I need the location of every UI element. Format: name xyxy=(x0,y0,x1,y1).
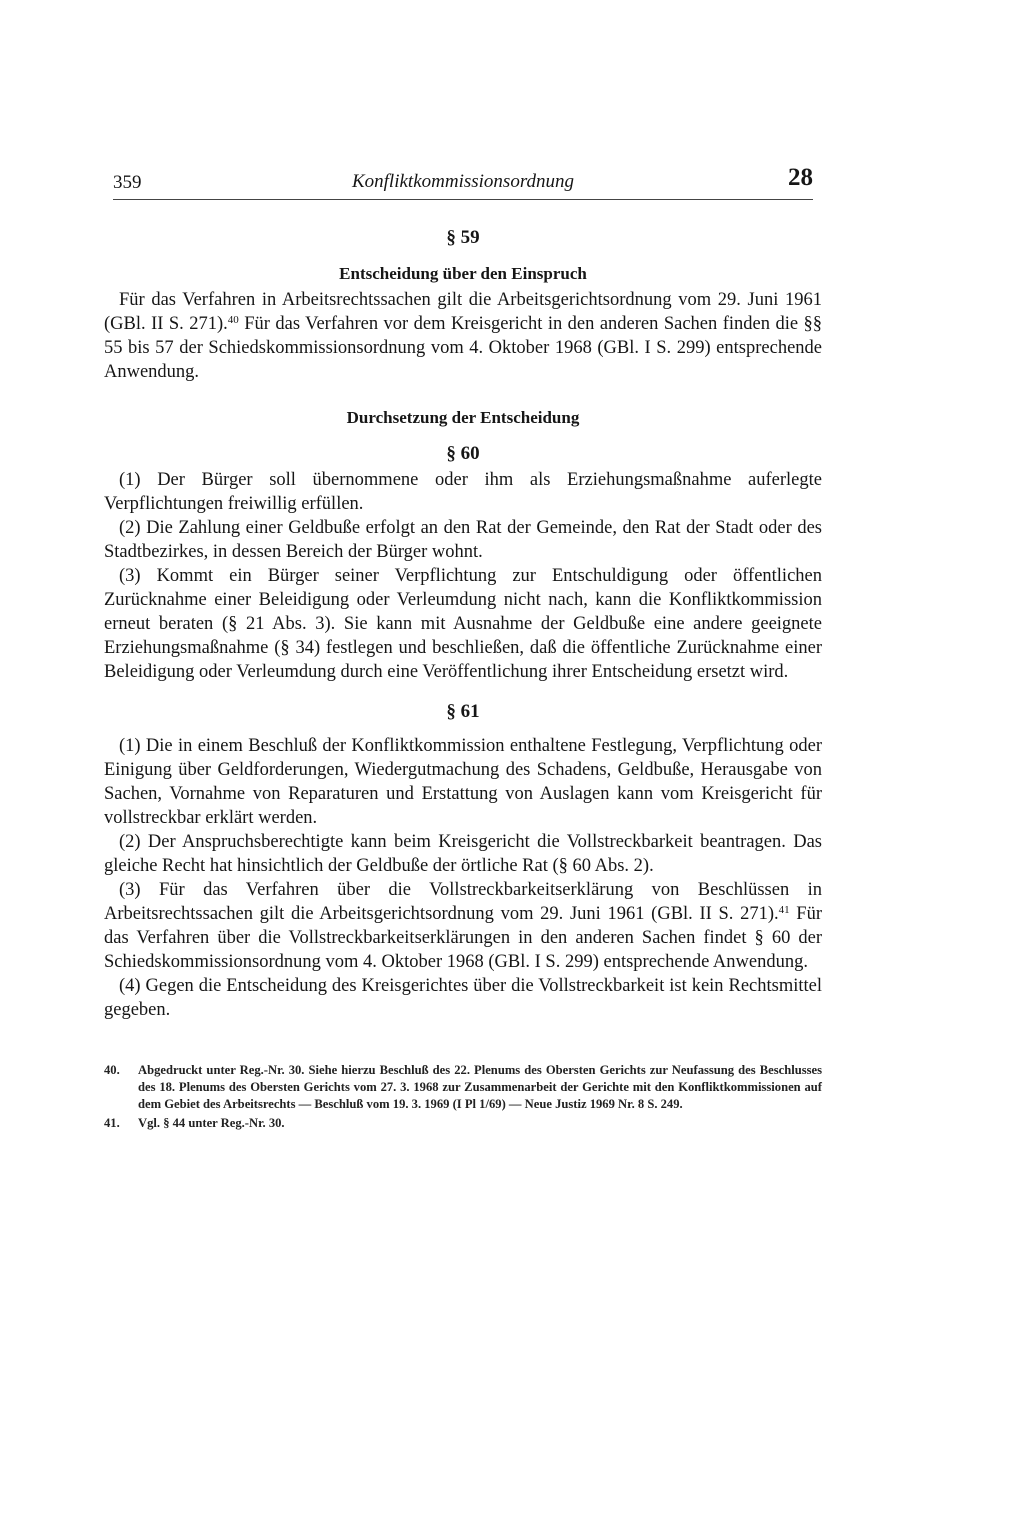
footnote-40 xyxy=(104,1062,822,1113)
page-number: 359 xyxy=(113,172,142,193)
section-61-paragraph-1: (1) Die in einem Beschluß der Konfliktkommission enthaltene Festlegung, Verpflichtung oder Einigung über Geldforderungen, Wiedergutmachung des Schadens, Geldbuße, Herausgabe von Sachen, Vornahme von Reparaturen und Erstattung von Auslagen kann vom Kreisgericht für vollstreckbar erklärt werden. xyxy=(104,736,822,828)
section-59-number: § 59 xyxy=(446,227,480,248)
footnote-number: 41. xyxy=(104,1116,120,1130)
main-content xyxy=(104,224,822,1022)
section-59-paragraph xyxy=(104,288,822,384)
section-61-paragraph-4: (4) Gegen die Entscheidung des Kreisgerichtes über die Vollstreckbarkeit ist kein Rechtsmittel gegeben. xyxy=(104,976,822,1020)
running-head xyxy=(113,166,813,198)
section-61-number: § 61 xyxy=(446,701,480,722)
section-60-paragraph-3: (3) Kommt ein Bürger seiner Verpflichtung zur Entschuldigung oder öffentlichen Zurücknahme einer Beleidigung oder Verleumdung nicht nach, kann die Konfliktkommission erneut beraten (§ 21 Abs. 3). Sie kann mit Ausnahme der Geldbuße eine andere geeignete Erziehungsmaßnahme (§ 34) festlegen und beschließen, daß die öffentliche Zurücknahme einer Beleidigung oder Verleumdung durch eine Veröffentlichung ihrer Entscheidung ersetzt wird. xyxy=(104,566,822,682)
footnote-ref-40[interactable]: 40 xyxy=(227,314,239,326)
footnote-number: 40. xyxy=(104,1063,120,1077)
section-61-paragraph-3 xyxy=(104,878,822,974)
footnote-ref-41[interactable]: 41 xyxy=(778,904,790,916)
section-59-heading: Entscheidung über den Einspruch xyxy=(339,264,587,283)
footnote-text: Vgl. § 44 unter Reg.-Nr. 30. xyxy=(138,1116,285,1130)
section-60-number: § 60 xyxy=(446,443,480,464)
section-61-text-3b: Für das Verfahren über die Vollstreckbarkeitserklärungen in den anderen Sachen findet § 60 der Schiedskommissionsordnung vom 4. Oktober 1968 (GBl. I S. 299) entsprechende Anwendung. xyxy=(104,904,823,972)
header-rule xyxy=(113,199,813,200)
section-59-text-a: Für das Verfahren in Arbeitsrechtssachen gilt die Arbeitsgerichtsordnung vom 29. Juni 1961 (GBl. II S. 271). xyxy=(104,290,822,334)
footnote-text: Abgedruckt unter Reg.-Nr. 30. Siehe hierzu Beschluß des 22. Plenums des Obersten Gerichts zur Neufassung des Beschlusses des 18. Plenums des Obersten Gerichts vom 27. 3. 1968 zur Zusammenarbeit der Gerichte mit den Konfliktkommissionen auf dem Gebiet des Arbeitsrechts — Beschluß vom 19. 3. 1969 (I Pl 1/69) — Neue Justiz 1969 Nr. 8 S. 249. xyxy=(138,1063,822,1111)
section-59-text-b: Für das Verfahren vor dem Kreisgericht in den anderen Sachen finden die §§ 55 bis 57 der Schiedskommissionsordnung vom 4. Oktober 1968 (GBl. I S. 299) entsprechende Anwendung. xyxy=(104,314,822,382)
section-60-heading: Durchsetzung der Entscheidung xyxy=(346,408,580,427)
section-61-text-3a: (3) Für das Verfahren über die Vollstreckbarkeitserklärung von Beschlüssen in Arbeitsrechtssachen gilt die Arbeitsgerichtsordnung vom 29. Juni 1961 (GBl. II S. 271). xyxy=(104,880,822,924)
chapter-number: 28 xyxy=(788,164,813,191)
running-title: Konfliktkommissionsordnung xyxy=(351,171,575,192)
footnote-41 xyxy=(104,1115,822,1132)
section-60-paragraph-1: (1) Der Bürger soll übernommene oder ihm als Erziehungsmaßnahme auferlegte Verpflichtungen freiwillig erfüllen. xyxy=(104,470,822,514)
section-60-paragraph-2: (2) Die Zahlung einer Geldbuße erfolgt an den Rat der Gemeinde, den Rat der Stadt oder des Stadtbezirkes, in dessen Bereich der Bürger wohnt. xyxy=(104,518,822,562)
footnotes xyxy=(104,1062,822,1134)
section-61-paragraph-2: (2) Der Anspruchsberechtigte kann beim Kreisgericht die Vollstreckbarkeit beantragen. Das gleiche Recht hat hinsichtlich der Geldbuße der örtliche Rat (§ 60 Abs. 2). xyxy=(104,832,822,876)
